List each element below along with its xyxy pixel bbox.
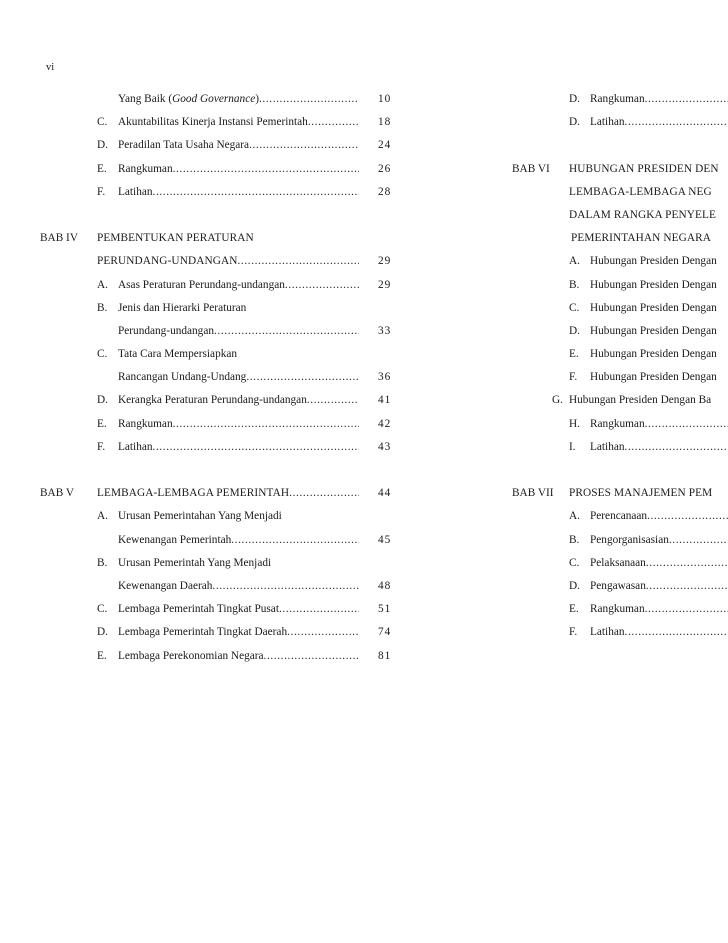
toc-entry	[512, 534, 728, 557]
toc-entry	[40, 139, 400, 162]
entry-text: Lembaga Pemerintah Tingkat Pusat	[118, 603, 279, 616]
entry-text: Hubungan Presiden Dengan	[590, 371, 717, 384]
entry-letter: A.	[97, 510, 108, 523]
toc-entry	[40, 348, 400, 371]
entry-text: Lembaga Pemerintah Tingkat Daerah	[118, 626, 288, 639]
entry-text: Hubungan Presiden Dengan	[590, 255, 717, 268]
entry-text: Asas Peraturan Perundang-undangan	[118, 278, 285, 291]
dot-leader	[246, 371, 359, 383]
dot-leader	[264, 650, 359, 662]
toc-entry	[512, 510, 728, 533]
toc-entry	[40, 650, 400, 673]
entry-letter: D.	[569, 116, 580, 129]
chapter-title: LEMBAGA-LEMBAGA PEMERINTAH	[97, 487, 290, 500]
toc-entry	[40, 163, 400, 186]
dot-leader	[287, 626, 359, 638]
entry-letter: E.	[97, 417, 107, 430]
page-ref: 36	[378, 371, 392, 384]
dot-leader	[285, 279, 359, 291]
entry-letter: G.	[552, 394, 563, 407]
entry-text: )	[255, 93, 259, 105]
entry-letter: F.	[569, 626, 578, 639]
toc-entry	[40, 116, 400, 139]
page-ref: 18	[378, 116, 392, 129]
entry-text: Rangkuman	[118, 417, 173, 430]
toc-entry	[512, 302, 728, 325]
entry-letter: D.	[569, 579, 580, 592]
dot-leader	[645, 418, 728, 430]
page-ref: 42	[378, 417, 392, 430]
dot-leader	[647, 510, 728, 522]
entry-text: Tata Cara Mempersiapkan	[118, 348, 238, 361]
chapter-heading	[512, 186, 728, 209]
toc-entry	[512, 557, 728, 580]
page-ref: 74	[378, 626, 392, 639]
dot-leader	[259, 93, 359, 105]
toc-entry	[40, 603, 400, 626]
entry-text: Latihan	[590, 116, 625, 129]
dot-leader	[645, 603, 728, 615]
entry-letter: F.	[569, 371, 578, 384]
toc-entry	[40, 371, 400, 394]
dot-leader	[646, 580, 728, 592]
entry-text: Kerangka Peraturan Perundang-undangan	[118, 394, 307, 407]
entry-text: Urusan Pemerintahan Yang Menjadi	[118, 510, 282, 523]
page-ref: 28	[378, 185, 392, 198]
entry-text: Rancangan Undang-Undang	[118, 371, 247, 384]
entry-text: Latihan	[118, 185, 153, 198]
chapter-heading	[512, 487, 728, 510]
entry-letter: B.	[569, 533, 580, 546]
dot-leader	[307, 394, 359, 406]
entry-letter: E.	[97, 649, 107, 662]
dot-leader	[231, 534, 359, 546]
entry-letter: F.	[97, 440, 106, 453]
entry-text: Urusan Pemerintah Yang Menjadi	[118, 556, 272, 569]
entry-letter: D.	[97, 394, 108, 407]
entry-letter: A.	[97, 278, 108, 291]
chapter-title: PROSES MANAJEMEN PEM	[569, 487, 713, 500]
entry-text: Latihan	[118, 440, 153, 453]
entry-letter: B.	[97, 301, 108, 314]
toc-entry	[512, 348, 728, 371]
entry-letter: C.	[569, 301, 580, 314]
entry-text: Hubungan Presiden Dengan	[590, 278, 717, 291]
chapter-heading	[512, 209, 728, 232]
toc-entry	[512, 279, 728, 302]
entry-letter: A.	[569, 255, 580, 268]
toc-entry	[40, 186, 400, 209]
toc-entry	[512, 255, 728, 278]
dot-leader	[212, 580, 359, 592]
dot-leader	[173, 163, 359, 175]
entry-letter: F.	[97, 185, 106, 198]
toc-entry	[512, 93, 728, 116]
chapter-title: PEMBENTUKAN PERATURAN	[97, 232, 254, 245]
entry-text: Hubungan Presiden Dengan Ba	[569, 394, 712, 407]
toc-entry	[40, 394, 400, 417]
toc-entry	[512, 394, 728, 417]
chapter-label: BAB IV	[40, 232, 78, 245]
entry-letter: D.	[569, 93, 580, 105]
toc-entry	[40, 418, 400, 441]
chapter-heading	[512, 232, 728, 255]
chapter-heading	[512, 163, 728, 186]
entry-letter: E.	[569, 348, 579, 361]
dot-leader	[645, 93, 728, 105]
chapter-title: DALAM RANGKA PENYELE	[569, 208, 716, 221]
toc-entry	[512, 580, 728, 603]
chapter-label: BAB VI	[512, 162, 550, 175]
entry-text: Peradilan Tata Usaha Negara	[118, 139, 250, 152]
chapter-heading	[40, 487, 400, 510]
toc-entry	[40, 626, 400, 649]
dot-leader	[153, 186, 359, 198]
dot-leader	[625, 626, 728, 638]
entry-letter: E.	[569, 603, 579, 616]
entry-text: Rangkuman	[590, 93, 645, 105]
entry-text: Latihan	[590, 626, 625, 639]
entry-letter: E.	[97, 162, 107, 175]
toc-entry	[512, 418, 728, 441]
toc-entry	[40, 255, 400, 278]
entry-text: Yang Baik (	[118, 93, 173, 105]
chapter-title: PERUNDANG-UNDANGAN	[97, 255, 238, 268]
entry-text: Rangkuman	[590, 603, 645, 616]
toc-entry	[40, 580, 400, 603]
entry-text: Akuntabilitas Kinerja Instansi Pemerintah	[118, 116, 308, 129]
entry-letter: B.	[569, 278, 580, 291]
dot-leader	[308, 116, 359, 128]
entry-letter: H.	[569, 417, 580, 430]
page-ref: 29	[378, 255, 392, 268]
page-ref: 24	[378, 139, 392, 152]
entry-text: Perundang-undangan	[118, 324, 214, 337]
chapter-heading	[40, 232, 400, 255]
dot-leader	[249, 139, 359, 151]
dot-leader	[669, 534, 728, 546]
chapter-title: HUBUNGAN PRESIDEN DEN	[569, 162, 719, 175]
toc-entry	[512, 325, 728, 348]
toc-entry	[40, 557, 400, 580]
page-ref: 29	[378, 278, 392, 291]
toc-right-column	[512, 93, 728, 650]
entry-text: Pelaksanaan	[590, 556, 646, 569]
toc-entry	[512, 626, 728, 649]
entry-text: Hubungan Presiden Dengan	[590, 324, 717, 337]
entry-text: Pengawasan	[590, 579, 646, 592]
entry-text: Rangkuman	[590, 417, 645, 430]
entry-letter: C.	[569, 556, 580, 569]
toc-entry	[512, 371, 728, 394]
toc-entry	[40, 441, 400, 464]
dot-leader	[279, 603, 359, 615]
entry-text: Jenis dan Hierarki Peraturan	[118, 301, 247, 314]
page-ref: 43	[378, 440, 392, 453]
dot-leader	[173, 418, 359, 430]
page-ref: 48	[378, 579, 392, 592]
page-ref: 41	[378, 394, 392, 407]
entry-text: Latihan	[590, 440, 625, 453]
entry-text: Lembaga Perekonomian Negara	[118, 649, 264, 662]
entry-text: Kewenangan Pemerintah	[118, 533, 232, 546]
entry-letter: C.	[97, 348, 108, 361]
dot-leader	[625, 441, 728, 453]
entry-letter: D.	[569, 324, 580, 337]
dot-leader	[646, 557, 728, 569]
entry-letter: D.	[97, 626, 108, 639]
toc-entry	[40, 93, 400, 116]
toc-entry	[40, 534, 400, 557]
page-ref: 45	[378, 533, 392, 546]
chapter-title: LEMBAGA-LEMBAGA NEG	[569, 185, 712, 198]
dot-leader	[214, 325, 359, 337]
entry-text: Hubungan Presiden Dengan	[590, 301, 717, 314]
toc-entry	[40, 325, 400, 348]
page-ref: 10	[378, 93, 392, 105]
entry-text: Perencanaan	[590, 510, 648, 523]
page-ref: 44	[378, 487, 392, 500]
toc-entry	[40, 510, 400, 533]
dot-leader	[625, 116, 728, 128]
toc-entry	[40, 302, 400, 325]
entry-letter: A.	[569, 510, 580, 523]
entry-text: Hubungan Presiden Dengan	[590, 348, 717, 361]
entry-text: Kewenangan Daerah	[118, 579, 213, 592]
page-number: vi	[46, 62, 55, 73]
entry-text: Rangkuman	[118, 162, 173, 175]
toc-entry	[512, 116, 728, 139]
dot-leader	[153, 441, 359, 453]
dot-leader	[289, 487, 359, 499]
toc-left-column	[40, 93, 400, 673]
chapter-title: PEMERINTAHAN NEGARA	[571, 232, 712, 245]
chapter-label: BAB V	[40, 487, 75, 500]
entry-letter: I.	[569, 440, 576, 453]
entry-letter: B.	[97, 556, 108, 569]
entry-letter: D.	[97, 139, 108, 152]
entry-letter: C.	[97, 116, 108, 129]
page-ref: 33	[378, 324, 392, 337]
toc-entry	[512, 603, 728, 626]
entry-letter: C.	[97, 603, 108, 616]
toc-entry	[512, 441, 728, 464]
toc-entry	[40, 279, 400, 302]
page-ref: 51	[378, 603, 392, 616]
page-ref: 26	[378, 162, 392, 175]
chapter-label: BAB VII	[512, 487, 554, 500]
entry-text: Pengorganisasian	[590, 533, 669, 546]
page-ref: 81	[378, 649, 392, 662]
entry-text-italic: Good Governance	[172, 93, 256, 105]
dot-leader	[238, 255, 360, 267]
